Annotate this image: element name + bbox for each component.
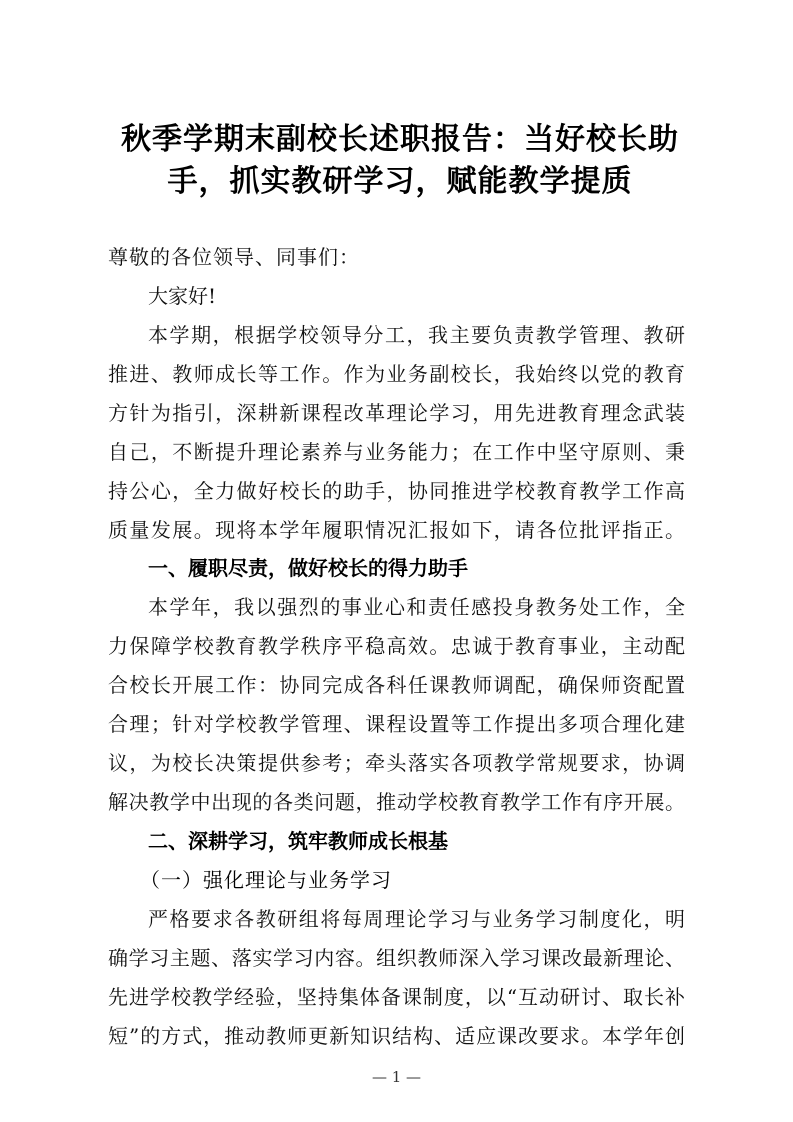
subsection-1-line-2: 确学习主题、落实学习内容。组织教师深入学习课改最新理论、	[108, 946, 686, 970]
section-1-line-1: 本学年，我以强烈的事业心和责任感投身教务处工作，全	[148, 595, 687, 619]
intro-line-4: 自己，不断提升理论素养与业务能力；在工作中坚守原则、秉	[108, 440, 687, 464]
subsection-1-line-1: 严格要求各教研组将每周理论学习与业务学习制度化，明	[148, 907, 687, 931]
subsection-1-line-3: 先进学校教学经验，坚持集体备课制度，以“互动研讨、取长补	[108, 985, 686, 1009]
section-1-line-6: 解决教学中出现的各类问题，推动学校教育教学工作有序开展。	[108, 790, 686, 814]
document-title-line-1: 秋季学期末副校长述职报告：当好校长助	[121, 122, 679, 157]
section-1-line-5: 议，为校长决策提供参考；牵头落实各项教学常规要求，协调	[108, 751, 687, 775]
page-number: — 1 —	[371, 1068, 422, 1086]
subsection-1-line-4: 短”的方式，推动教师更新知识结构、适应课改要求。本学年创	[108, 1024, 686, 1048]
salutation: 尊敬的各位领导、同事们：	[108, 245, 360, 269]
section-2-heading: 二、深耕学习，筑牢教师成长根基	[148, 829, 448, 853]
intro-line-5: 持公心，全力做好校长的助手，协同推进学校教育教学工作高	[108, 479, 687, 503]
section-1-line-3: 合校长开展工作：协同完成各科任课教师调配，确保师资配置	[108, 673, 687, 697]
intro-line-3: 方针为指引，深耕新课程改革理论学习，用先进教育理念武装	[108, 401, 687, 425]
section-1-line-2: 力保障学校教育教学秩序平稳高效。忠诚于教育事业，主动配	[108, 634, 687, 658]
document-title-line-2: 手，抓实教研学习，赋能教学提质	[167, 164, 633, 199]
intro-line-1: 本学期，根据学校领导分工，我主要负责教学管理、教研	[148, 323, 687, 347]
intro-line-2: 推进、教师成长等工作。作为业务副校长，我始终以党的教育	[108, 362, 687, 386]
section-2-subsection-1-heading: （一）强化理论与业务学习	[140, 868, 392, 892]
section-1-line-4: 合理；针对学校教学管理、课程设置等工作提出多项合理化建	[108, 712, 687, 736]
intro-line-6: 质量发展。现将本学年履职情况汇报如下，请各位批评指正。	[108, 518, 687, 542]
section-1-heading: 一、履职尽责，做好校长的得力助手	[148, 556, 468, 580]
greeting: 大家好!	[148, 284, 217, 308]
